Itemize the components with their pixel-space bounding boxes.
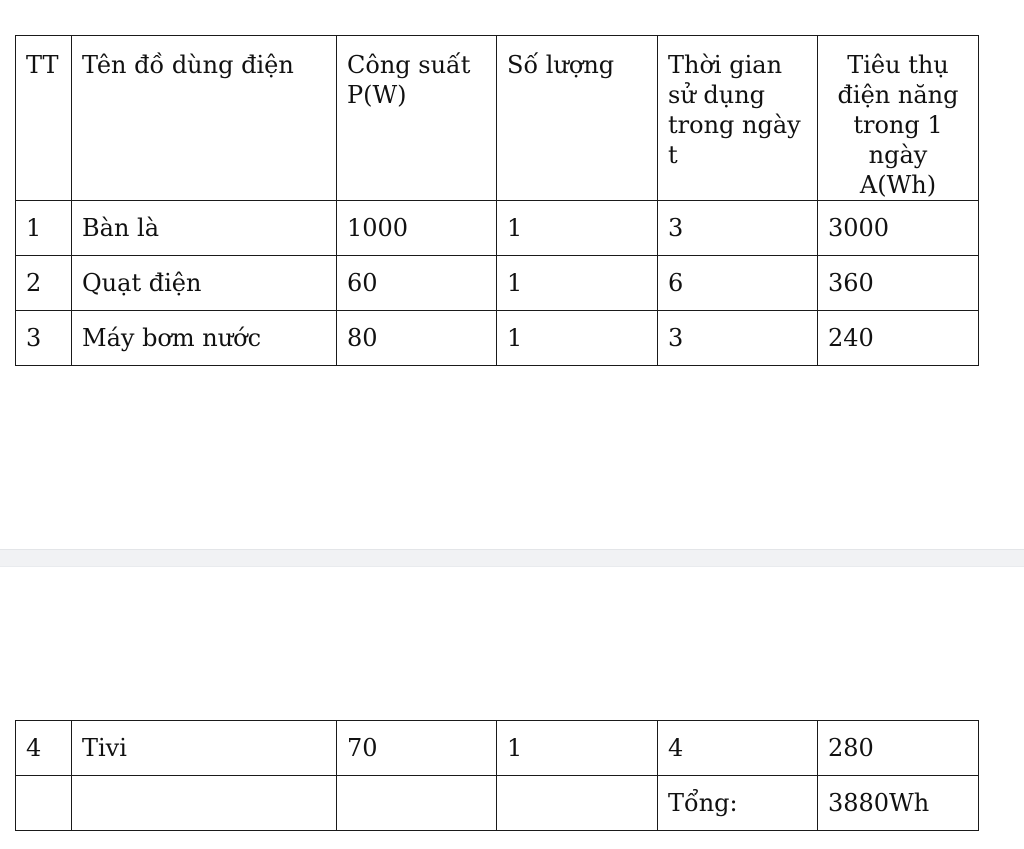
cell-quantity: 1 — [497, 201, 658, 256]
header-usage-time: Thời gian sử dụng trong ngày t — [658, 36, 818, 201]
table-row — [16, 311, 979, 366]
cell-tt: 2 — [16, 256, 72, 311]
cell-empty — [16, 776, 72, 831]
cell-empty — [337, 776, 497, 831]
table-header-row — [16, 36, 979, 201]
header-energy: Tiêu thụ điện năng trong 1 ngày A(Wh) — [818, 36, 979, 201]
cell-device-name: Quạt điện — [72, 256, 337, 311]
cell-power: 1000 — [337, 201, 497, 256]
cell-energy: 280 — [818, 721, 979, 776]
total-label: Tổng: — [658, 776, 818, 831]
cell-empty — [497, 776, 658, 831]
cell-usage-time: 6 — [658, 256, 818, 311]
cell-tt: 4 — [16, 721, 72, 776]
cell-power: 70 — [337, 721, 497, 776]
cell-empty — [72, 776, 337, 831]
cell-device-name: Máy bơm nước — [72, 311, 337, 366]
cell-usage-time: 3 — [658, 311, 818, 366]
cell-tt: 1 — [16, 201, 72, 256]
page-break-divider — [0, 549, 1024, 567]
cell-tt: 3 — [16, 311, 72, 366]
cell-device-name: Tivi — [72, 721, 337, 776]
cell-energy: 240 — [818, 311, 979, 366]
header-quantity: Số lượng — [497, 36, 658, 201]
cell-power: 60 — [337, 256, 497, 311]
energy-table-page-2 — [15, 720, 979, 831]
energy-table-page-1 — [15, 35, 979, 366]
cell-usage-time: 3 — [658, 201, 818, 256]
total-row — [16, 776, 979, 831]
cell-energy: 3000 — [818, 201, 979, 256]
cell-power: 80 — [337, 311, 497, 366]
total-value: 3880Wh — [818, 776, 979, 831]
table-row — [16, 721, 979, 776]
cell-energy: 360 — [818, 256, 979, 311]
header-tt: TT — [16, 36, 72, 201]
header-power: Công suất P(W) — [337, 36, 497, 201]
cell-usage-time: 4 — [658, 721, 818, 776]
cell-quantity: 1 — [497, 256, 658, 311]
header-device-name: Tên đồ dùng điện — [72, 36, 337, 201]
cell-quantity: 1 — [497, 311, 658, 366]
cell-device-name: Bàn là — [72, 201, 337, 256]
cell-quantity: 1 — [497, 721, 658, 776]
table-row — [16, 201, 979, 256]
table-row — [16, 256, 979, 311]
